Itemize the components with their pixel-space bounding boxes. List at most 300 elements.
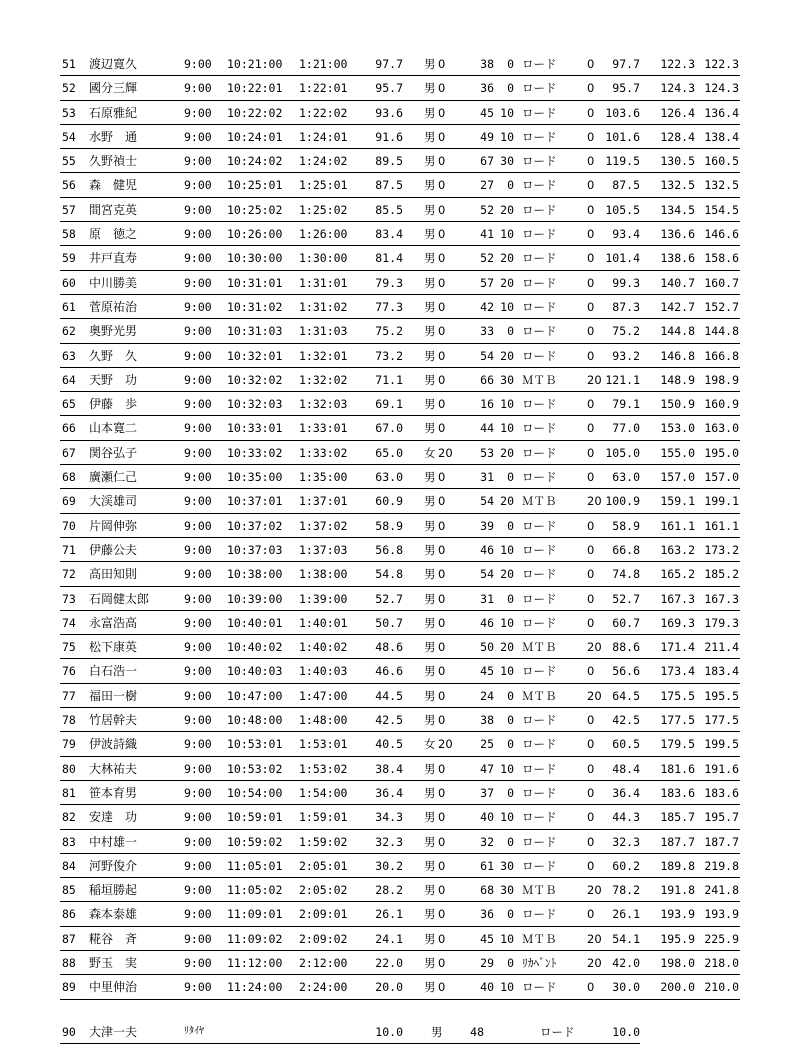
elapsed-time: 1:47:00 bbox=[299, 688, 348, 703]
age-bonus: 10 bbox=[500, 105, 514, 120]
age: 45 bbox=[480, 664, 494, 679]
bike-type: ロード bbox=[522, 154, 557, 169]
age: 68 bbox=[480, 883, 494, 898]
age-bonus: 0 bbox=[507, 470, 514, 485]
bike-bonus: 0 bbox=[587, 615, 595, 630]
start-time: 9:00 bbox=[184, 980, 212, 995]
rider-name: 野玉 実 bbox=[89, 955, 138, 970]
start-time: 9:00 bbox=[184, 688, 212, 703]
distance-points: 26.1 bbox=[375, 907, 403, 922]
sex-bonus: 0 bbox=[438, 713, 446, 728]
rider-number: 90 bbox=[62, 1024, 76, 1039]
time-points: 140.7 bbox=[660, 275, 695, 290]
sex: 男 bbox=[424, 907, 436, 922]
sex: 男 bbox=[424, 494, 436, 509]
corrected-points: 105.0 bbox=[605, 445, 640, 460]
time-points: 161.1 bbox=[660, 518, 695, 533]
sex: 男 bbox=[424, 81, 436, 96]
table-row bbox=[60, 538, 740, 562]
age-bonus: 0 bbox=[507, 688, 514, 703]
bike-bonus: 0 bbox=[587, 713, 595, 728]
rider-number: 59 bbox=[62, 251, 76, 266]
table-row bbox=[60, 368, 740, 392]
total-points: 173.2 bbox=[704, 542, 739, 557]
rider-number: 84 bbox=[62, 858, 76, 873]
age: 50 bbox=[480, 640, 494, 655]
table-row bbox=[60, 392, 740, 416]
bike-type: ロード bbox=[540, 1024, 575, 1039]
finish-time: 10:31:01 bbox=[227, 275, 283, 290]
finish-time: 10:32:01 bbox=[227, 348, 283, 363]
bike-type: ロード bbox=[522, 664, 557, 679]
sex-bonus: 0 bbox=[438, 494, 446, 509]
table-row bbox=[60, 52, 740, 76]
distance-points: 81.4 bbox=[375, 251, 403, 266]
bike-bonus: 20 bbox=[587, 688, 602, 703]
corrected-points: 101.4 bbox=[605, 251, 640, 266]
rider-name: 久野禎士 bbox=[89, 154, 138, 169]
finish-time: 10:31:03 bbox=[227, 324, 283, 339]
sex: 男 bbox=[424, 518, 436, 533]
sex-bonus: 20 bbox=[438, 445, 453, 460]
time-points: 134.5 bbox=[660, 202, 695, 217]
table-row bbox=[60, 441, 740, 465]
age: 31 bbox=[480, 591, 494, 606]
age-bonus: 20 bbox=[500, 494, 514, 509]
bike-type: ロード bbox=[522, 129, 557, 144]
sex: 男 bbox=[424, 227, 436, 242]
distance-points: 28.2 bbox=[375, 883, 403, 898]
time-points: 175.5 bbox=[660, 688, 695, 703]
rider-name: 関谷弘子 bbox=[89, 445, 138, 460]
age-bonus: 10 bbox=[500, 664, 514, 679]
corrected-points: 79.1 bbox=[612, 397, 640, 412]
rider-number: 80 bbox=[62, 761, 76, 776]
sex-bonus: 0 bbox=[438, 518, 446, 533]
rider-number: 54 bbox=[62, 129, 76, 144]
bike-type: ロード bbox=[522, 518, 557, 533]
finish-time: 11:09:01 bbox=[227, 907, 283, 922]
total-points: 167.3 bbox=[704, 591, 739, 606]
time-points: 191.8 bbox=[660, 883, 695, 898]
elapsed-time: 2:09:01 bbox=[299, 907, 348, 922]
finish-time: 11:24:00 bbox=[227, 980, 283, 995]
start-time: 9:00 bbox=[184, 931, 212, 946]
sex-bonus: 0 bbox=[438, 980, 446, 995]
start-time: 9:00 bbox=[184, 737, 212, 752]
time-points: 155.0 bbox=[660, 445, 695, 460]
age: 54 bbox=[480, 348, 494, 363]
rider-number: 62 bbox=[62, 324, 76, 339]
table-row bbox=[60, 587, 740, 611]
elapsed-time: 1:35:00 bbox=[299, 470, 348, 485]
age: 54 bbox=[480, 567, 494, 582]
time-points: 198.0 bbox=[660, 955, 695, 970]
time-points: 179.5 bbox=[660, 737, 695, 752]
elapsed-time: 1:32:02 bbox=[299, 372, 348, 387]
finish-time: 10:24:02 bbox=[227, 154, 283, 169]
sex: 男 bbox=[424, 591, 436, 606]
table-row bbox=[60, 198, 740, 222]
age-bonus: 30 bbox=[500, 154, 514, 169]
finish-time: 10:53:02 bbox=[227, 761, 283, 776]
bike-bonus: 0 bbox=[587, 299, 595, 314]
age-bonus: 20 bbox=[500, 348, 514, 363]
rider-name: 森本泰雄 bbox=[89, 907, 138, 922]
time-points: 148.9 bbox=[660, 372, 695, 387]
time-points: 124.3 bbox=[660, 81, 695, 96]
total-points: 199.5 bbox=[704, 737, 739, 752]
distance-points: 38.4 bbox=[375, 761, 403, 776]
start-time: 9:00 bbox=[184, 445, 212, 460]
table-row bbox=[60, 319, 740, 343]
distance-points: 65.0 bbox=[375, 445, 403, 460]
bike-type: ＭＴＢ bbox=[522, 883, 557, 898]
bike-bonus: 0 bbox=[587, 324, 595, 339]
corrected-points: 32.3 bbox=[612, 834, 640, 849]
sex-bonus: 0 bbox=[438, 129, 446, 144]
bike-type: ロード bbox=[522, 834, 557, 849]
elapsed-time: 1:59:02 bbox=[299, 834, 348, 849]
total-points: 138.4 bbox=[704, 129, 739, 144]
bike-bonus: 0 bbox=[587, 81, 595, 96]
age-bonus: 0 bbox=[507, 57, 514, 71]
elapsed-time: 2:12:00 bbox=[299, 955, 348, 970]
table-row bbox=[60, 732, 740, 756]
sex-bonus: 0 bbox=[438, 542, 446, 557]
total-points: 210.0 bbox=[704, 980, 739, 995]
time-points: 159.1 bbox=[660, 494, 695, 509]
distance-points: 52.7 bbox=[375, 591, 403, 606]
rider-name: 安達 功 bbox=[89, 810, 138, 825]
elapsed-time: 1:22:02 bbox=[299, 105, 348, 120]
table-row bbox=[60, 416, 740, 440]
bike-bonus: 0 bbox=[587, 858, 595, 873]
bike-bonus: 0 bbox=[587, 251, 595, 266]
bike-bonus: 0 bbox=[587, 591, 595, 606]
sex: 男 bbox=[424, 980, 436, 995]
sex: 男 bbox=[424, 275, 436, 290]
age-bonus: 10 bbox=[500, 931, 514, 946]
rider-number: 77 bbox=[62, 688, 76, 703]
bike-type: ロード bbox=[522, 81, 557, 96]
sex-bonus: 0 bbox=[438, 372, 446, 387]
distance-points: 34.3 bbox=[375, 810, 403, 825]
elapsed-time: 1:25:01 bbox=[299, 178, 348, 193]
age-bonus: 10 bbox=[500, 810, 514, 825]
age: 47 bbox=[480, 761, 494, 776]
start-time: 9:00 bbox=[184, 324, 212, 339]
rider-number: 60 bbox=[62, 275, 76, 290]
rider-number: 76 bbox=[62, 664, 76, 679]
bike-bonus: 0 bbox=[587, 421, 595, 436]
elapsed-time: 1:21:00 bbox=[299, 57, 348, 71]
age-bonus: 0 bbox=[507, 178, 514, 193]
time-points: 142.7 bbox=[660, 299, 695, 314]
total-points: 199.1 bbox=[704, 494, 739, 509]
sex: 男 bbox=[424, 421, 436, 436]
distance-points: 85.5 bbox=[375, 202, 403, 217]
rider-name: 森 健児 bbox=[89, 178, 138, 193]
sex: 男 bbox=[424, 834, 436, 849]
finish-time: 10:59:02 bbox=[227, 834, 283, 849]
sex: 男 bbox=[424, 202, 436, 217]
bike-type: ロード bbox=[522, 785, 557, 800]
corrected-points: 44.3 bbox=[612, 810, 640, 825]
corrected-points: 121.1 bbox=[605, 372, 640, 387]
age: 46 bbox=[480, 542, 494, 557]
rider-number: 89 bbox=[62, 980, 76, 995]
total-points: 161.1 bbox=[704, 518, 739, 533]
rider-name: 石原雅紀 bbox=[89, 105, 138, 120]
finish-time: 11:05:01 bbox=[227, 858, 283, 873]
start-time: 9:00 bbox=[184, 397, 212, 412]
rider-name: 竹居幹夫 bbox=[89, 713, 138, 728]
age: 46 bbox=[480, 615, 494, 630]
sex-bonus: 0 bbox=[438, 931, 446, 946]
table-row bbox=[60, 344, 740, 368]
corrected-points: 100.9 bbox=[605, 494, 640, 509]
age-bonus: 10 bbox=[500, 129, 514, 144]
sex: 男 bbox=[424, 810, 436, 825]
finish-time: 10:40:02 bbox=[227, 640, 283, 655]
total-points: 157.0 bbox=[704, 470, 739, 485]
time-points: 193.9 bbox=[660, 907, 695, 922]
time-points: 128.4 bbox=[660, 129, 695, 144]
table-row bbox=[60, 125, 740, 149]
table-row bbox=[60, 465, 740, 489]
corrected-points: 75.2 bbox=[612, 324, 640, 339]
sex: 男 bbox=[424, 105, 436, 120]
time-points: 132.5 bbox=[660, 178, 695, 193]
age: 52 bbox=[480, 251, 494, 266]
sex: 男 bbox=[424, 397, 436, 412]
corrected-points: 52.7 bbox=[612, 591, 640, 606]
total-points: 124.3 bbox=[704, 81, 739, 96]
sex-bonus: 0 bbox=[438, 299, 446, 314]
total-points: 166.8 bbox=[704, 348, 739, 363]
sex: 男 bbox=[424, 178, 436, 193]
age-bonus: 30 bbox=[500, 858, 514, 873]
sex-bonus: 0 bbox=[438, 348, 446, 363]
age-bonus: 0 bbox=[507, 907, 514, 922]
start-time: 9:00 bbox=[184, 227, 212, 242]
table-row bbox=[60, 951, 740, 975]
start-time: 9:00 bbox=[184, 883, 212, 898]
start-time: 9:00 bbox=[184, 955, 212, 970]
finish-time: 10:30:00 bbox=[227, 251, 283, 266]
total-points: 211.4 bbox=[704, 640, 739, 655]
bike-type: ロード bbox=[522, 348, 557, 363]
corrected-points: 87.3 bbox=[612, 299, 640, 314]
distance-points: 42.5 bbox=[375, 713, 403, 728]
time-points: 146.8 bbox=[660, 348, 695, 363]
distance-points: 40.5 bbox=[375, 737, 403, 752]
age: 40 bbox=[480, 810, 494, 825]
bike-type: ロード bbox=[522, 251, 557, 266]
rider-name: 福田一樹 bbox=[89, 688, 138, 703]
finish-time: 10:38:00 bbox=[227, 567, 283, 582]
bike-type: ロード bbox=[522, 324, 557, 339]
results-table bbox=[60, 52, 740, 1044]
table-row bbox=[60, 611, 740, 635]
bike-bonus: 0 bbox=[587, 129, 595, 144]
age-bonus: 10 bbox=[500, 761, 514, 776]
sex-bonus: 0 bbox=[438, 761, 446, 776]
distance-points: 77.3 bbox=[375, 299, 403, 314]
bike-type: ロード bbox=[522, 907, 557, 922]
time-points: 183.6 bbox=[660, 785, 695, 800]
rider-name: 天野 功 bbox=[89, 372, 138, 387]
sex: 男 bbox=[424, 640, 436, 655]
elapsed-time: 1:40:01 bbox=[299, 615, 348, 630]
finish-time: 10:48:00 bbox=[227, 713, 283, 728]
sex: 男 bbox=[424, 372, 436, 387]
sex: 男 bbox=[424, 324, 436, 339]
time-points: 185.7 bbox=[660, 810, 695, 825]
elapsed-time: 2:05:01 bbox=[299, 858, 348, 873]
age: 38 bbox=[480, 57, 494, 71]
rider-number: 56 bbox=[62, 178, 76, 193]
bike-bonus: 0 bbox=[587, 397, 595, 412]
total-points: 132.5 bbox=[704, 178, 739, 193]
table-row bbox=[60, 927, 740, 951]
bike-bonus: 20 bbox=[587, 372, 602, 387]
distance-points: 83.4 bbox=[375, 227, 403, 242]
corrected-points: 26.1 bbox=[612, 907, 640, 922]
bike-type: ロード bbox=[522, 299, 557, 314]
sex: 男 bbox=[424, 615, 436, 630]
sex-bonus: 0 bbox=[438, 834, 446, 849]
total-points: 198.9 bbox=[704, 372, 739, 387]
distance-points: 36.4 bbox=[375, 785, 403, 800]
bike-bonus: 0 bbox=[587, 154, 595, 169]
corrected-points: 95.7 bbox=[612, 81, 640, 96]
finish-time: 10:25:02 bbox=[227, 202, 283, 217]
table-row bbox=[60, 757, 740, 781]
corrected-points: 54.1 bbox=[612, 931, 640, 946]
retired-status: ﾘﾀｲﾔ bbox=[184, 1025, 204, 1037]
table-row bbox=[60, 295, 740, 319]
sex: 男 bbox=[424, 883, 436, 898]
finish-time: 10:21:00 bbox=[227, 57, 283, 71]
corrected-points: 119.5 bbox=[605, 154, 640, 169]
total-points: 177.5 bbox=[704, 713, 739, 728]
age-bonus: 20 bbox=[500, 275, 514, 290]
corrected-points: 60.5 bbox=[612, 737, 640, 752]
bike-bonus: 0 bbox=[587, 470, 595, 485]
finish-time: 10:33:02 bbox=[227, 445, 283, 460]
time-points: 163.2 bbox=[660, 542, 695, 557]
rider-number: 52 bbox=[62, 81, 76, 96]
time-points: 157.0 bbox=[660, 470, 695, 485]
sex-bonus: 20 bbox=[438, 737, 453, 752]
bike-type: ロード bbox=[522, 980, 557, 995]
corrected-points: 42.0 bbox=[612, 955, 640, 970]
bike-bonus: 20 bbox=[587, 931, 602, 946]
corrected-points: 93.4 bbox=[612, 227, 640, 242]
bike-bonus: 20 bbox=[587, 640, 602, 655]
time-points: 171.4 bbox=[660, 640, 695, 655]
start-time: 9:00 bbox=[184, 299, 212, 314]
total-points: 163.0 bbox=[704, 421, 739, 436]
age-bonus: 0 bbox=[507, 737, 514, 752]
bike-bonus: 0 bbox=[587, 737, 595, 752]
bike-type: ロード bbox=[522, 202, 557, 217]
sex-bonus: 0 bbox=[438, 907, 446, 922]
table-row bbox=[60, 830, 740, 854]
spacer bbox=[60, 1000, 740, 1020]
rider-name: 久野 久 bbox=[89, 348, 138, 363]
age-bonus: 10 bbox=[500, 227, 514, 242]
sex: 男 bbox=[424, 129, 436, 144]
elapsed-time: 1:59:01 bbox=[299, 810, 348, 825]
corrected-points: 74.8 bbox=[612, 567, 640, 582]
finish-time: 10:47:00 bbox=[227, 688, 283, 703]
age: 36 bbox=[480, 907, 494, 922]
rider-number: 53 bbox=[62, 105, 76, 120]
sex-bonus: 0 bbox=[438, 785, 446, 800]
finish-time: 10:37:02 bbox=[227, 518, 283, 533]
bike-type: ロード bbox=[522, 567, 557, 582]
total-points: 183.6 bbox=[704, 785, 739, 800]
age: 37 bbox=[480, 785, 494, 800]
table-row bbox=[60, 149, 740, 173]
start-time: 9:00 bbox=[184, 154, 212, 169]
age: 67 bbox=[480, 154, 494, 169]
rider-name: 河野俊介 bbox=[89, 858, 138, 873]
age: 66 bbox=[480, 372, 494, 387]
total-points: 136.4 bbox=[704, 105, 739, 120]
elapsed-time: 1:26:00 bbox=[299, 227, 348, 242]
total-points: 191.6 bbox=[704, 761, 739, 776]
elapsed-time: 1:37:01 bbox=[299, 494, 348, 509]
age-bonus: 20 bbox=[500, 251, 514, 266]
finish-time: 10:32:03 bbox=[227, 397, 283, 412]
start-time: 9:00 bbox=[184, 542, 212, 557]
corrected-points: 97.7 bbox=[612, 57, 640, 71]
age: 52 bbox=[480, 202, 494, 217]
sex-bonus: 0 bbox=[438, 178, 446, 193]
finish-time: 10:59:01 bbox=[227, 810, 283, 825]
age: 54 bbox=[480, 494, 494, 509]
sex-bonus: 0 bbox=[438, 858, 446, 873]
bike-type: ロード bbox=[522, 713, 557, 728]
finish-time: 10:35:00 bbox=[227, 470, 283, 485]
time-points: 136.6 bbox=[660, 227, 695, 242]
corrected-points: 60.2 bbox=[612, 858, 640, 873]
total-points: 187.7 bbox=[704, 834, 739, 849]
rider-name: 井戸直寿 bbox=[89, 251, 138, 266]
rider-name: 大渓雄司 bbox=[89, 494, 138, 509]
table-row bbox=[60, 805, 740, 829]
bike-bonus: 0 bbox=[587, 810, 595, 825]
rider-number: 73 bbox=[62, 591, 76, 606]
finish-time: 10:53:01 bbox=[227, 737, 283, 752]
finish-time: 10:40:03 bbox=[227, 664, 283, 679]
bike-type: ロード bbox=[522, 737, 557, 752]
elapsed-time: 1:33:01 bbox=[299, 421, 348, 436]
sex: 男 bbox=[424, 299, 436, 314]
table-row bbox=[60, 854, 740, 878]
rider-number: 72 bbox=[62, 567, 76, 582]
time-points: 195.9 bbox=[660, 931, 695, 946]
age: 36 bbox=[480, 81, 494, 96]
rider-number: 70 bbox=[62, 518, 76, 533]
age: 32 bbox=[480, 834, 494, 849]
distance-points: 54.8 bbox=[375, 567, 403, 582]
distance-points: 63.0 bbox=[375, 470, 403, 485]
